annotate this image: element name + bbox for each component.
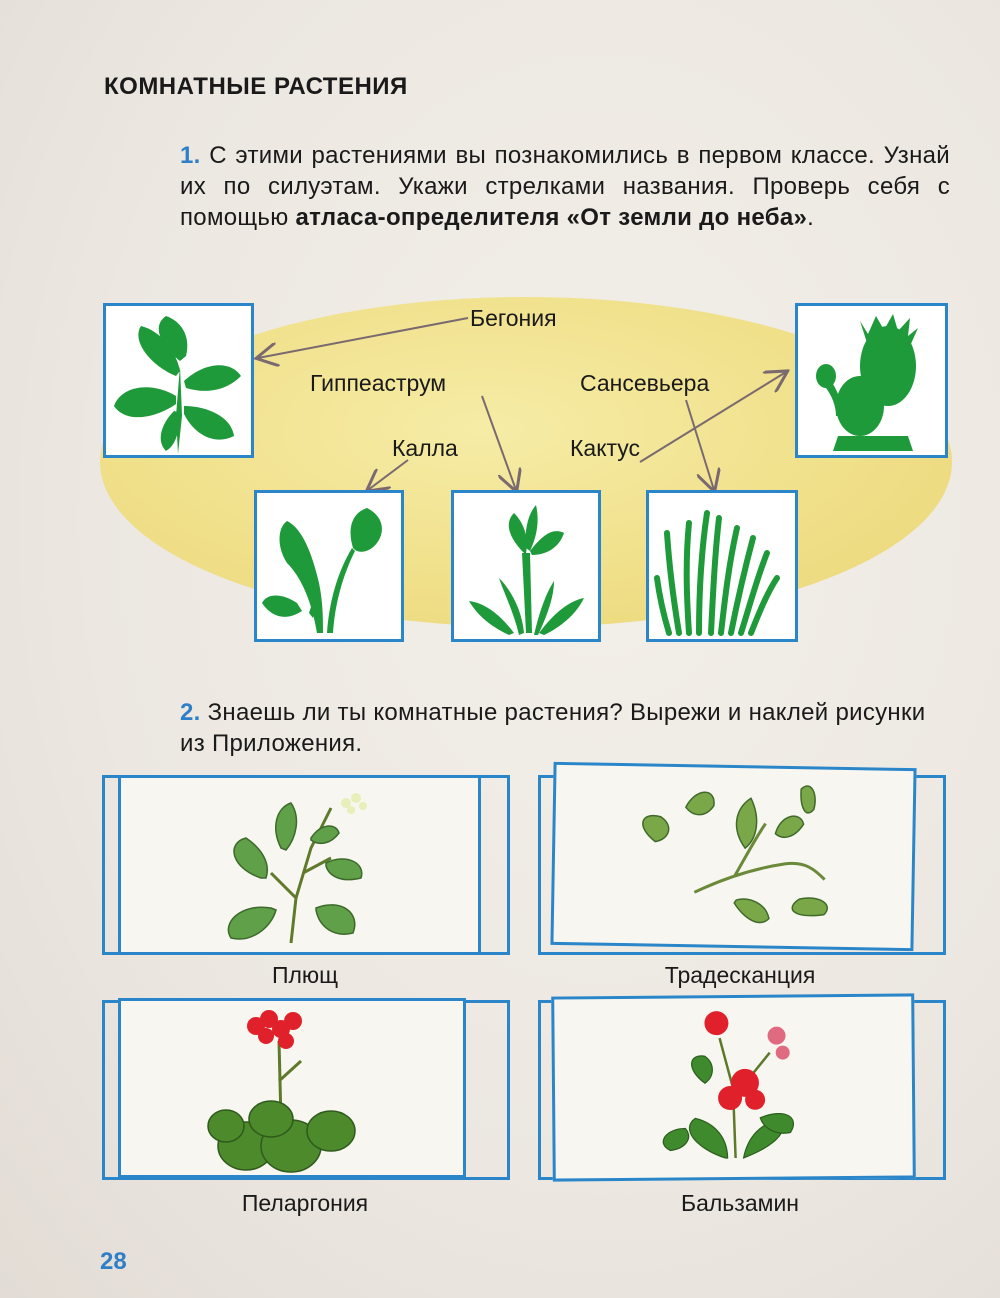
task-1-text: С этими растениями вы познакомились в первом классе. Узнай их по силуэтам. Укажи стрелками названия. Проверь себя с помощью — [180, 142, 950, 231]
hippeastrum-silhouette — [451, 490, 601, 642]
pelargonium-picture — [121, 1001, 463, 1175]
arrow-hippeastrum — [482, 396, 516, 490]
caption-ivy: Плющ — [271, 962, 339, 988]
label-cactus: Кактус — [570, 435, 641, 461]
ivy-card[interactable] — [118, 775, 481, 955]
begonia-silhouette — [103, 303, 254, 458]
task-2-text: Знаешь ли ты комнатные растения? Вырежи и наклей рисунки из Приложения. — [180, 699, 926, 757]
arrow-calla — [368, 460, 408, 490]
caption-balsam: Бальзамин — [681, 1190, 799, 1216]
balsam-card[interactable] — [551, 993, 916, 1181]
arrow-begonia — [258, 318, 468, 358]
task-2-number: 2. — [180, 699, 201, 726]
label-begonia: Бегония — [470, 305, 557, 331]
section-title: КОМНАТНЫЕ РАСТЕНИЯ — [104, 73, 408, 100]
task-2 — [180, 697, 950, 759]
sansevieria-silhouette — [646, 490, 798, 642]
pelargonium-card[interactable] — [118, 998, 466, 1178]
calla-silhouette — [254, 490, 404, 642]
ivy-picture — [121, 778, 478, 952]
balsam-picture — [554, 996, 913, 1178]
task-1-end: . — [807, 204, 815, 231]
label-hippeastrum: Гиппеаструм — [310, 370, 447, 396]
label-sansevieria: Сансевьера — [580, 370, 710, 396]
page-number: 28 — [100, 1248, 127, 1275]
caption-pelargonium: Пеларгония — [241, 1190, 369, 1216]
tradescantia-picture — [553, 765, 913, 948]
task-1-number: 1. — [180, 142, 201, 169]
task-1-bold-text: атласа-определителя «От земли до неба» — [295, 204, 808, 231]
arrow-sansevieria — [686, 400, 714, 490]
tradescantia-card[interactable] — [550, 762, 916, 951]
caption-tradescantia: Традесканция — [664, 962, 816, 988]
cactus-silhouette — [795, 303, 948, 458]
label-calla: Калла — [392, 435, 458, 461]
